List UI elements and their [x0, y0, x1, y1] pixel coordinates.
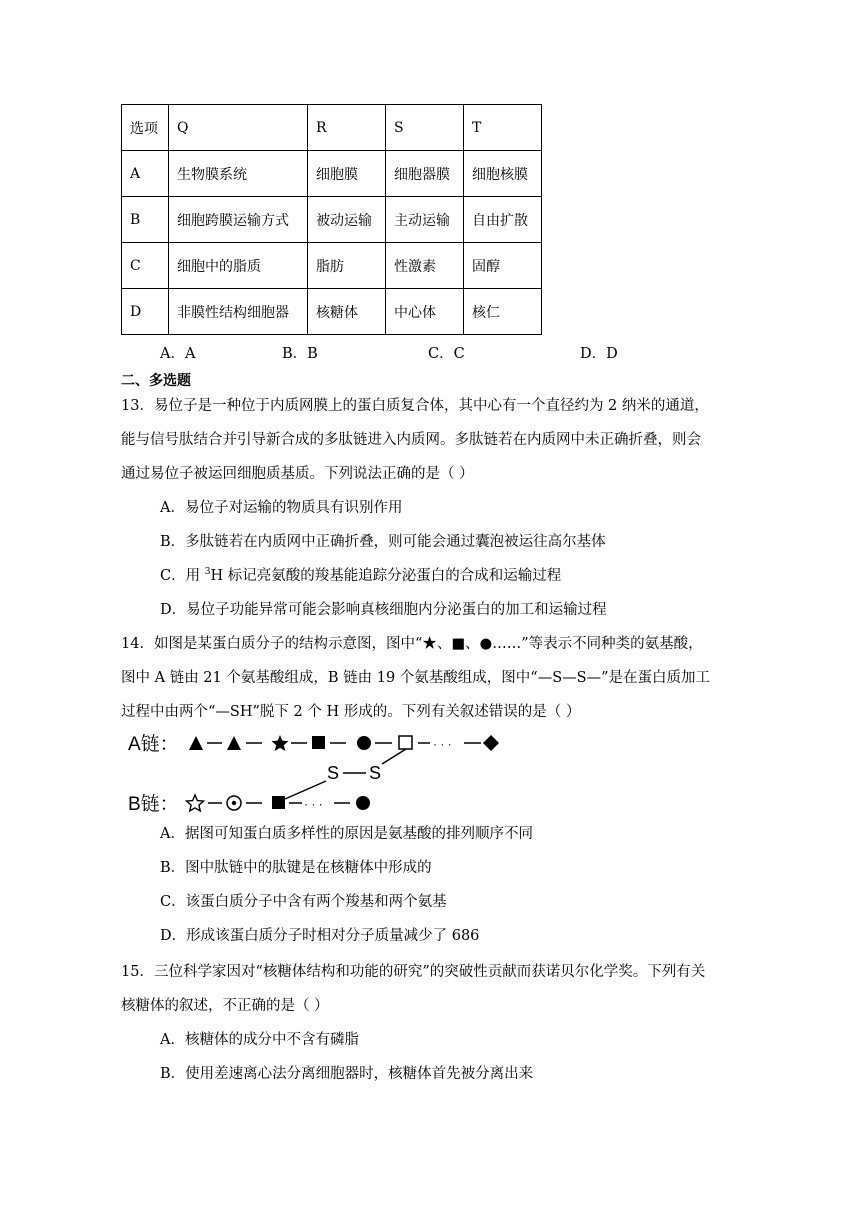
q15-option-b[interactable]: B．使用差速离心法分离细胞器时，核糖体首先被分离出来: [160, 1066, 534, 1082]
table-cell: 细胞跨膜运输方式: [169, 197, 308, 243]
q14-stem-line: 图中 A 链由 21 个氨基酸组成，B 链由 19 个氨基酸组成，图中“—S—S—”是在蛋白质加工: [121, 670, 710, 686]
table-cell: 核糖体: [308, 289, 386, 335]
q14-stem-line: 过程中由两个“—SH”脱下 2 个 H 形成的。下列有关叙述错误的是（ ）: [121, 704, 581, 720]
table-cell: 自由扩散: [464, 197, 542, 243]
q14-option-d[interactable]: D．形成该蛋白质分子时相对分子质量减少了 686: [160, 928, 480, 944]
table-row: [122, 243, 542, 289]
table-cell: 性激素: [386, 243, 464, 289]
q14-option-b[interactable]: B．图中肽链中的肽键是在核糖体中形成的: [160, 860, 432, 876]
table-header-row: [122, 105, 542, 151]
black-circle-icon: [356, 796, 370, 810]
table-header-cell: R: [308, 105, 386, 151]
table-cell: D: [122, 289, 169, 335]
black-square-icon: [272, 796, 285, 809]
table-row: [122, 197, 542, 243]
table-cell: A: [122, 151, 169, 197]
circle-center-dot: [232, 801, 236, 805]
table-row: [122, 289, 542, 335]
q12-option-d[interactable]: D．D: [580, 346, 618, 362]
q13-stem-line: 通过易位子被运回细胞质基质。下列说法正确的是（ ）: [121, 466, 474, 482]
ellipsis-dots: · · ·: [304, 797, 323, 811]
table-header-cell: S: [386, 105, 464, 151]
section-title: 二、多选题: [121, 373, 191, 389]
black-circle-icon: [357, 736, 371, 750]
table-cell: 细胞器膜: [386, 151, 464, 197]
table-cell: 细胞中的脂质: [169, 243, 308, 289]
q14-option-c[interactable]: C．该蛋白质分子中含有两个羧基和两个氨基: [160, 894, 447, 910]
triangle-icon: [189, 736, 203, 750]
q14-option-a[interactable]: A．据图可知蛋白质多样性的原因是氨基酸的排列顺序不同: [160, 826, 533, 842]
sulfur-label: S: [369, 763, 382, 783]
table-header-cell: 选项: [122, 105, 169, 151]
table-cell: 核仁: [464, 289, 542, 335]
q14-stem-line: 14．如图是某蛋白质分子的结构示意图，图中“★、■、●……”等表示不同种类的氨基酸，: [121, 636, 703, 652]
bond-line: [382, 749, 406, 764]
chain-b-label: B链：: [128, 794, 179, 815]
q15-stem-line: 核糖体的叙述，不正确的是（ ）: [121, 998, 329, 1014]
table-row: [122, 151, 542, 197]
q13-stem-line: 能与信号肽结合并引导新合成的多肽链进入内质网。多肽链若在内质网中未正确折叠，则会: [121, 432, 701, 448]
diamond-icon: [483, 735, 499, 751]
q13-option-c-prefix: C．用: [160, 568, 205, 584]
q13-option-a[interactable]: A．易位子对运输的物质具有识别作用: [160, 500, 403, 516]
table-header-cell: T: [464, 105, 542, 151]
table-cell: 固醇: [464, 243, 542, 289]
ellipsis-dots: · · ·: [433, 737, 452, 751]
q13-option-c[interactable]: [160, 566, 561, 586]
superscript-mass-number: 3: [204, 567, 211, 578]
table-cell: B: [122, 197, 169, 243]
white-square-icon: [399, 736, 412, 749]
black-square-icon: [312, 736, 325, 749]
table-cell: 细胞膜: [308, 151, 386, 197]
options-table: [121, 104, 542, 335]
q12-option-c[interactable]: C．C: [428, 346, 465, 362]
table-cell: 非膜性结构细胞器: [169, 289, 308, 335]
protein-structure-diagram: [128, 726, 508, 820]
table-header-cell: Q: [169, 105, 308, 151]
table-cell: 主动运输: [386, 197, 464, 243]
triangle-icon: [227, 736, 241, 750]
table-cell: C: [122, 243, 169, 289]
q13-stem-line: 13．易位子是一种位于内质网膜上的蛋白质复合体，其中心有一个直径约为 2 纳米的通道，: [121, 398, 709, 414]
q15-stem-line: 15．三位科学家因对“核糖体结构和功能的研究”的突破性贡献而获诺贝尔化学奖。下列有关: [121, 964, 706, 980]
q12-option-a[interactable]: A．A: [160, 346, 196, 362]
chain-a-label: A链：: [128, 734, 179, 755]
sulfur-label: S: [327, 763, 340, 783]
q12-option-b[interactable]: B．B: [282, 346, 318, 362]
black-star-icon: [272, 735, 289, 751]
q13-option-c-text: H 标记亮氨酸的羧基能追踪分泌蛋白的合成和运输过程: [210, 568, 562, 584]
table-cell: 被动运输: [308, 197, 386, 243]
table-cell: 生物膜系统: [169, 151, 308, 197]
white-star-icon: [187, 795, 204, 811]
q15-option-a[interactable]: A．核糖体的成分中不含有磷脂: [160, 1032, 359, 1048]
table-cell: 中心体: [386, 289, 464, 335]
table-cell: 脂肪: [308, 243, 386, 289]
table-cell: 细胞核膜: [464, 151, 542, 197]
q13-option-d[interactable]: D．易位子功能异常可能会影响真核细胞内分泌蛋白的加工和运输过程: [160, 602, 607, 618]
q13-option-b[interactable]: B．多肽链若在内质网中正确折叠，则可能会通过囊泡被运往高尔基体: [160, 534, 606, 550]
